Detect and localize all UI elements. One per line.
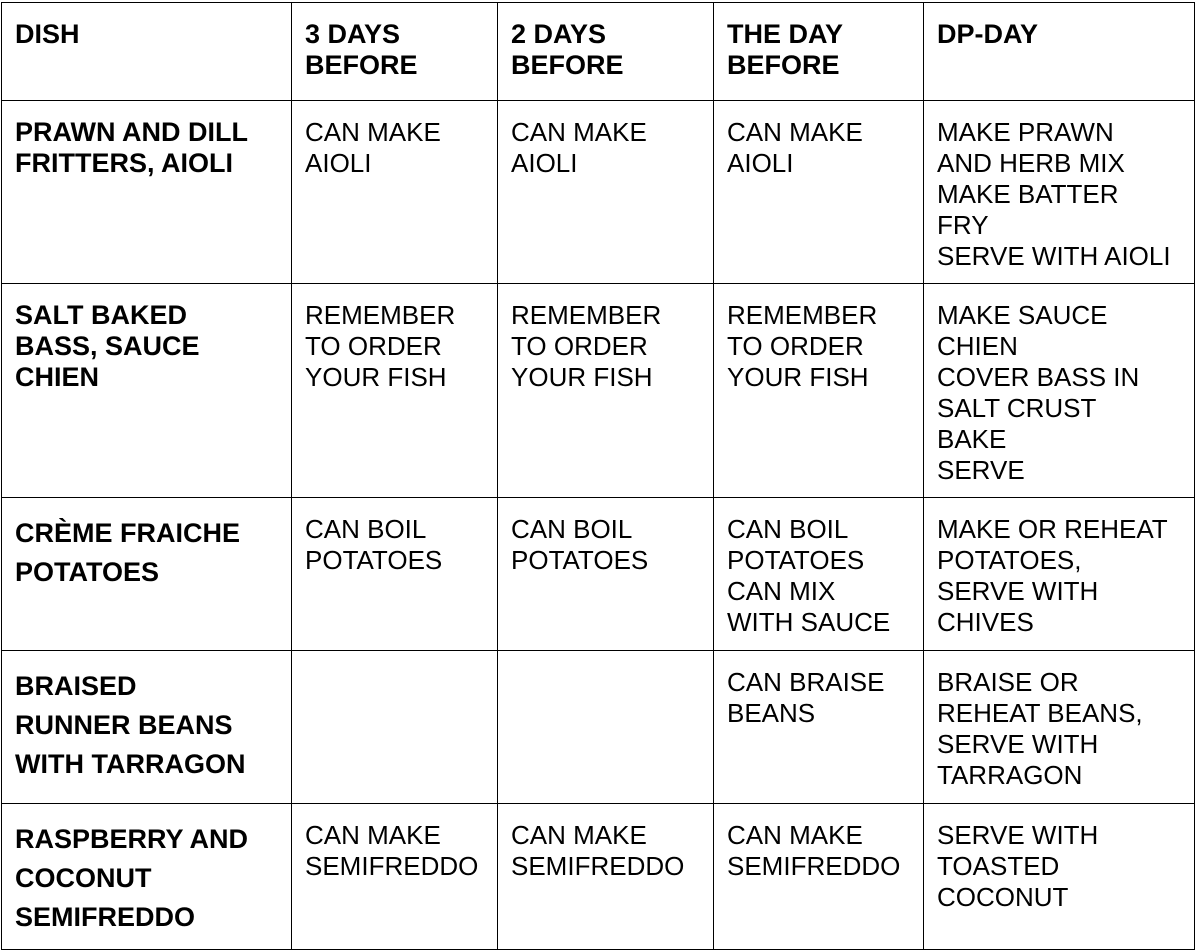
cell-text-line: PRAWN AND DILL <box>15 117 248 147</box>
cell-text-line: COCONUT <box>937 882 1069 912</box>
table-row <box>2 498 1195 651</box>
table-row <box>2 284 1195 498</box>
cell-text-line: CAN MAKE <box>305 820 441 850</box>
cell-text-line: SALT BAKED <box>15 300 187 330</box>
header-dish <box>2 3 292 101</box>
cell-text-line: SERVE WITH AIOLI <box>937 241 1171 271</box>
cell-text-line: CAN MAKE <box>727 117 863 147</box>
task-cell <box>924 498 1195 651</box>
cell-text-line: RUNNER BEANS <box>15 710 233 740</box>
task-cell <box>498 498 714 651</box>
cell-text-line: SEMIFREDDO <box>511 851 685 881</box>
header-2-days-before <box>498 3 714 101</box>
cell-text-line: MAKE PRAWN <box>937 117 1114 147</box>
cell-text-line: WITH SAUCE <box>727 607 891 637</box>
cell-text-line: CHIEN <box>15 362 100 392</box>
dish-cell <box>2 101 292 284</box>
cell-text-line: POTATOES, <box>937 545 1082 575</box>
task-cell <box>292 804 498 950</box>
dish-cell <box>2 284 292 498</box>
header-row <box>2 3 1195 101</box>
task-cell <box>292 651 498 804</box>
cell-text-line: RASPBERRY AND <box>15 824 249 854</box>
cell-text-line: MAKE SAUCE <box>937 300 1108 330</box>
cell-text-line: BEFORE <box>727 50 840 80</box>
cell-text-line: POTATOES <box>727 545 865 575</box>
cell-text-line: BAKE <box>937 424 1007 454</box>
task-cell <box>924 651 1195 804</box>
cell-text-line: SERVE WITH <box>937 729 1099 759</box>
cell-text-line: BEFORE <box>305 50 418 80</box>
cell-text-line: CAN MIX <box>727 576 836 606</box>
cell-text-line: MAKE OR REHEAT <box>937 514 1168 544</box>
dish-cell <box>2 804 292 950</box>
cell-text-line: DP-DAY <box>937 19 1039 49</box>
cell-text-line: POTATOES <box>305 545 443 575</box>
table-row <box>2 651 1195 804</box>
cell-text-line: DISH <box>15 19 80 49</box>
cell-text-line: BEFORE <box>511 50 624 80</box>
cell-text-line: CAN BOIL <box>727 514 849 544</box>
cell-text-line: SERVE WITH <box>937 576 1099 606</box>
cell-text-line: TO ORDER <box>511 331 648 361</box>
cell-text-line: CRÈME FRAICHE <box>15 518 241 548</box>
cell-text-line: REHEAT BEANS, <box>937 698 1143 728</box>
cell-text-line: SEMIFREDDO <box>15 902 196 932</box>
cell-text-line: SERVE WITH <box>937 820 1099 850</box>
cell-text-line: AIOLI <box>305 148 372 178</box>
cell-text-line: BEANS <box>727 698 816 728</box>
header-3-days-before <box>292 3 498 101</box>
cell-text-line: SEMIFREDDO <box>305 851 479 881</box>
task-cell <box>292 498 498 651</box>
cell-text-line: CAN MAKE <box>727 820 863 850</box>
cell-text-line: AIOLI <box>511 148 578 178</box>
task-cell <box>714 101 924 284</box>
cell-text-line: BRAISED <box>15 671 137 701</box>
header-day-before <box>714 3 924 101</box>
task-cell <box>714 498 924 651</box>
cell-text-line: 2 DAYS <box>511 19 607 49</box>
cell-text-line: TO ORDER <box>305 331 442 361</box>
cell-text-line: BASS, SAUCE <box>15 331 200 361</box>
cell-text-line: 3 DAYS <box>305 19 401 49</box>
cell-text-line: SEMIFREDDO <box>727 851 901 881</box>
cell-text-line: CHIVES <box>937 607 1034 637</box>
task-cell <box>714 284 924 498</box>
cell-text-line: TO ORDER <box>727 331 864 361</box>
dish-cell <box>2 498 292 651</box>
cell-text-line: FRY <box>937 210 989 240</box>
cell-text-line: COCONUT <box>15 863 152 893</box>
cell-text-line: WITH TARRAGON <box>15 749 246 779</box>
cell-text-line: POTATOES <box>15 557 160 587</box>
cell-text-line: CAN MAKE <box>511 820 647 850</box>
cell-text-line: COVER BASS IN <box>937 362 1140 392</box>
cell-text-line: AIOLI <box>727 148 794 178</box>
cell-text-line: CAN BOIL <box>511 514 633 544</box>
cell-text-line: THE DAY <box>727 19 844 49</box>
task-cell <box>498 804 714 950</box>
cell-text-line: CAN BOIL <box>305 514 427 544</box>
cell-text-line: TARRAGON <box>937 760 1083 790</box>
task-cell <box>714 651 924 804</box>
cell-text-line: SALT CRUST <box>937 393 1097 423</box>
table-row <box>2 804 1195 950</box>
cell-text-line: YOUR FISH <box>305 362 447 392</box>
task-cell <box>498 101 714 284</box>
cell-text-line: CHIEN <box>937 331 1018 361</box>
cell-text-line: YOUR FISH <box>727 362 869 392</box>
cell-text-line: YOUR FISH <box>511 362 653 392</box>
task-cell <box>924 101 1195 284</box>
cell-text-line: MAKE BATTER <box>937 179 1119 209</box>
cell-text-line: REMEMBER <box>305 300 456 330</box>
cell-text-line: SERVE <box>937 455 1025 485</box>
task-cell <box>924 804 1195 950</box>
header-dp-day <box>924 3 1195 101</box>
cell-text-line: CAN MAKE <box>511 117 647 147</box>
task-cell <box>924 284 1195 498</box>
cell-text-line: REMEMBER <box>727 300 878 330</box>
task-cell <box>714 804 924 950</box>
task-cell <box>498 651 714 804</box>
table-row <box>2 101 1195 284</box>
cell-text-line: CAN MAKE <box>305 117 441 147</box>
prep-schedule-table <box>1 2 1195 950</box>
cell-text-line: CAN BRAISE <box>727 667 885 697</box>
cell-text-line: REMEMBER <box>511 300 662 330</box>
cell-text-line: FRITTERS, AIOLI <box>15 148 233 178</box>
task-cell <box>292 101 498 284</box>
dish-cell <box>2 651 292 804</box>
task-cell <box>292 284 498 498</box>
task-cell <box>498 284 714 498</box>
cell-text-line: BRAISE OR <box>937 667 1079 697</box>
cell-text-line: POTATOES <box>511 545 649 575</box>
cell-text-line: AND HERB MIX <box>937 148 1125 178</box>
cell-text-line: TOASTED <box>937 851 1060 881</box>
